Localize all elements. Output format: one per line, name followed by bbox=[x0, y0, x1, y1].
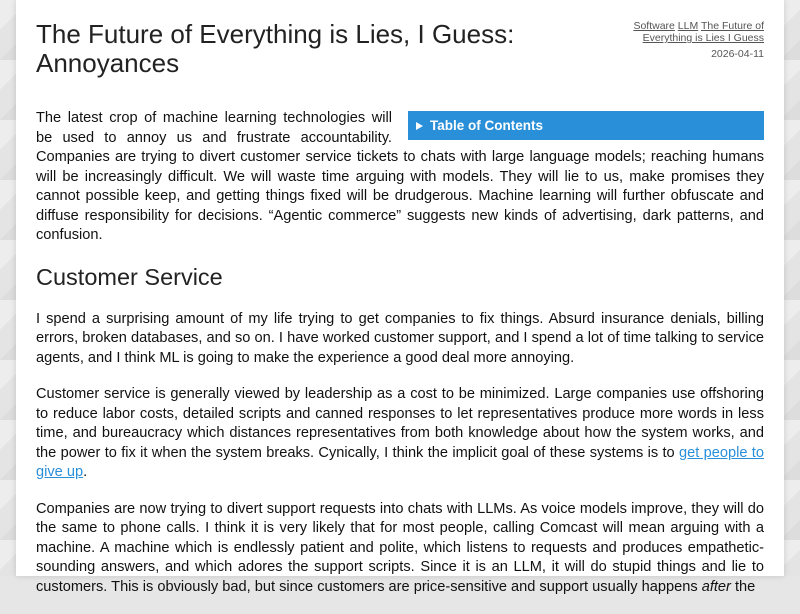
article-meta bbox=[594, 20, 764, 60]
toc-label: Table of Contents bbox=[430, 118, 543, 133]
paragraph-1: I spend a surprising amount of my life trying to get companies to fix things. Absurd insurance denials, billing errors, broken databases, and so on. I have worked customer support, and I spend a lot of time talking to service agents, and I think ML is going to make the experience a good deal more annoying. bbox=[36, 310, 764, 366]
page-title: The Future of Everything is Lies, I Guess: Annoyances bbox=[36, 19, 515, 78]
publish-date: 2026-04-11 bbox=[711, 48, 764, 60]
paragraph-2-text: Customer service is generally viewed by leadership as a cost to be minimized. Large companies use offshoring to reduce labor costs, detailed scripts and canned responses to let representatives produce more words in less time, and bureaucracy which distances representatives from both knowledge about how the system works, and the power to fix it when the system breaks. Cynically, I think the implicit goal of these systems is to bbox=[36, 386, 764, 461]
tag-link-llm[interactable]: LLM bbox=[677, 20, 699, 32]
paragraph-3-text: Companies are now trying to divert support requests into chats with LLMs. As voice models improve, they will do the same to phone calls. I think it is very likely that for most people, calling Comcast will mean arguing with a machine. A machine which is endlessly patient and polite, which listens to requests and produces empathetic-sounding answers, and which adores the support scripts. Since it is an LLM, it will do stupid things and lie to customers. This is obviously bad, but since customers are price-sensitive and support usually happens bbox=[36, 500, 764, 595]
disclosure-triangle-icon bbox=[416, 122, 423, 130]
table-of-contents-toggle[interactable] bbox=[408, 111, 764, 140]
tag-link-software[interactable]: Software bbox=[633, 20, 675, 32]
tag-link-series[interactable]: The Future of Everything is Lies I Guess bbox=[642, 20, 764, 44]
paragraph-3-emphasis: after bbox=[701, 578, 731, 595]
intro-paragraph: The latest crop of machine learning technologies will be used to annoy us and frustrate accountability. Companies are trying to divert customer service tickets to chats with large language models; reaching humans will be increasingly difficult. We will waste time arguing with models. They will lie to us, make promises they cannot possible keep, and getting things fixed will be drudgerous. Machine learning will further obfuscate and diffuse responsibility for decisions. “Agentic commerce” suggests new kinds of advertising, dark patterns, and confusion. bbox=[36, 110, 764, 243]
give-up-link[interactable]: get people to give up bbox=[36, 444, 764, 480]
article-body bbox=[36, 109, 764, 614]
section-heading: Customer Service bbox=[36, 263, 223, 290]
paragraph-2-end: . bbox=[83, 464, 88, 480]
paragraph-2 bbox=[36, 385, 764, 483]
article-page bbox=[16, 0, 784, 595]
paragraph-3 bbox=[36, 500, 764, 598]
paragraph-3-end: the bbox=[730, 578, 756, 595]
